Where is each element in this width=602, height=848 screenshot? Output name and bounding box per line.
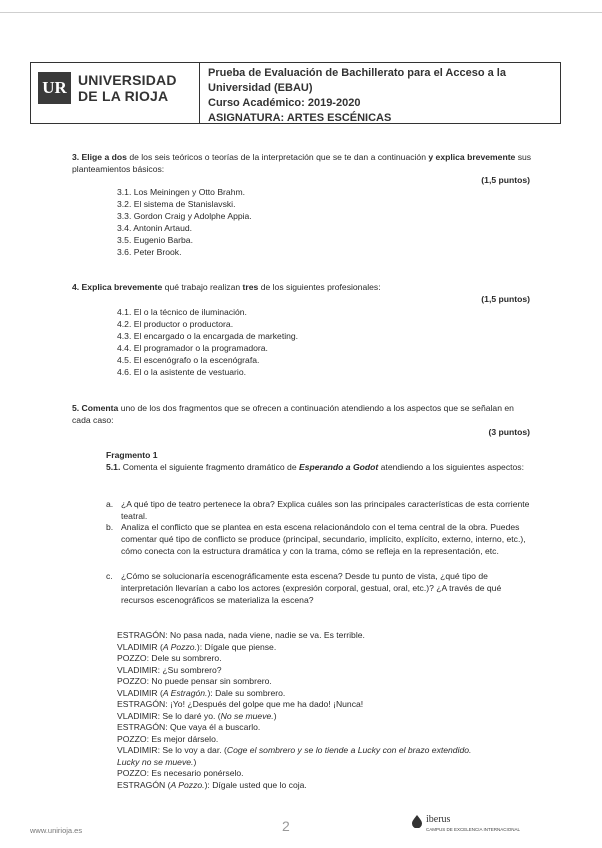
item-a-label: a.: [106, 499, 114, 509]
dialogue-line: POZZO: Es necesario ponérselo.: [117, 768, 244, 778]
list-item: 4.1. El o la técnico de iluminación.: [117, 307, 247, 317]
list-item: 3.2. El sistema de Stanislavski.: [117, 199, 236, 209]
dialogue-line: VLADIMIR (A Pozzo.): Dígale que piense.: [117, 641, 277, 652]
exam-title-block: [200, 63, 560, 123]
question-3-list: [117, 186, 252, 258]
dialogue-line: VLADIMIR: Se lo voy a dar. (Coge el sombrero y se lo tiende a Lucky con el brazo extendido.: [117, 745, 472, 755]
list-item: 4.3. El encargado o la encargada de marketing.: [117, 331, 299, 341]
list-item: 3.5. Eugenio Barba.: [117, 235, 193, 245]
dialogue-line: POZZO: Es mejor dárselo.: [117, 733, 219, 744]
top-rule: [0, 12, 602, 13]
item-c-text: ¿Cómo se solucionaría escenográficamente esta escena? Desde tu punto de vista, ¿qué tipo de interpretación llevarían a cabo los actores (expresión corporal, gestual, oral, etc.)? ¿A través de qué recursos escenográficos se materializa la escena?: [121, 571, 502, 605]
item-a-text: ¿A qué tipo de teatro pertenece la obra? Explica cuáles son las principales características de esta corriente teatral.: [121, 499, 530, 521]
question-5-points: (3 puntos): [488, 427, 530, 437]
iberus-tagline: CAMPUS DE EXCELENCIA INTERNACIONAL: [426, 827, 521, 832]
dialogue-line: ESTRAGÓN (A Pozzo.): Dígale usted que lo coja.: [117, 779, 307, 790]
subject: ASIGNATURA: ARTES ESCÉNICAS: [208, 112, 392, 124]
play-fragment: [117, 630, 471, 791]
ur-logo-icon: UR: [38, 72, 71, 104]
university-logo: [31, 63, 200, 123]
dialogue-line: VLADIMIR: Se lo daré yo. (No se mueve.): [117, 710, 277, 721]
list-item: 3.6. Peter Brook.: [117, 247, 182, 257]
question-5-prompt: 5. Comenta uno de los dos fragmentos que se ofrecen a continuación atendiendo a los aspectos que se señalan en cada caso:: [72, 403, 514, 425]
list-item: 4.4. El programador o la programadora.: [117, 343, 268, 353]
fragment-title: Fragmento 1: [106, 450, 158, 460]
question-3-points: (1,5 puntos): [481, 175, 530, 185]
list-item: 4.2. El productor o productora.: [117, 319, 234, 329]
dialogue-line: VLADIMIR: ¿Su sombrero?: [117, 664, 222, 675]
item-b-label: b.: [106, 522, 114, 532]
footer-url: www.unirioja.es: [30, 826, 83, 835]
dialogue-line: VLADIMIR (A Estragón.): Dale su sombrero.: [117, 687, 286, 698]
question-4-list: [117, 306, 298, 378]
exam-title-line1: Prueba de Evaluación de Bachillerato para el Acceso a la: [208, 67, 506, 79]
university-name: UNIVERSIDAD DE LA RIOJA: [78, 72, 177, 104]
exam-title-line2: Universidad (EBAU): [208, 82, 313, 94]
dialogue-line: Lucky no se mueve.): [117, 756, 197, 767]
dialogue-line: POZZO: Dele su sombrero.: [117, 653, 222, 663]
course-year: Curso Académico: 2019-2020: [208, 97, 361, 109]
question-4-prompt: 4. Explica brevemente qué trabajo realizan tres de los siguientes profesionales:: [72, 282, 381, 292]
page-number: 2: [282, 818, 290, 834]
list-item: 4.5. El escenógrafo o la escenógrafa.: [117, 355, 260, 365]
dialogue-line: POZZO: No puede pensar sin sombrero.: [117, 676, 272, 686]
list-item: 3.3. Gordon Craig y Adolphe Appia.: [117, 211, 252, 221]
list-item: 4.6. El o la asistente de vestuario.: [117, 367, 246, 377]
iberus-drop-icon: [410, 814, 424, 828]
list-item: 3.1. Los Meiningen y Otto Brahm.: [117, 187, 246, 197]
iberus-name: iberus: [426, 814, 451, 825]
list-item: 3.4. Antonin Artaud.: [117, 223, 193, 233]
fragment-instructions: 5.1. Comenta el siguiente fragmento dramático de Esperando a Godot atendiendo a los siguientes aspectos:: [106, 462, 524, 472]
exam-header: [30, 62, 561, 124]
dialogue-line: ESTRAGÓN: ¡Yo! ¿Después del golpe que me ha dado! ¡Nunca!: [117, 699, 364, 709]
question-4-points: (1,5 puntos): [481, 294, 530, 304]
dialogue-line: ESTRAGÓN: No pasa nada, nada viene, nadie se va. Es terrible.: [117, 630, 365, 640]
question-3-prompt: 3. Elige a dos de los seis teóricos o teorías de la interpretación que se te dan a continuación y explica brevemente sus planteamientos básicos:: [72, 152, 532, 174]
dialogue-line: ESTRAGÓN: Que vaya él a buscarlo.: [117, 722, 261, 732]
item-c-label: c.: [106, 571, 113, 581]
item-b-text: Analiza el conflicto que se plantea en esta escena relacionándolo con el tema central de la obra. Puedes comentar qué tipo de conflicto se produce (principal, secundario, implícito, explícito, externo, interno, etc.), cómo conecta con la estructura dramática y con la trama, cómo se refleja en la representación, etc.: [121, 522, 526, 556]
